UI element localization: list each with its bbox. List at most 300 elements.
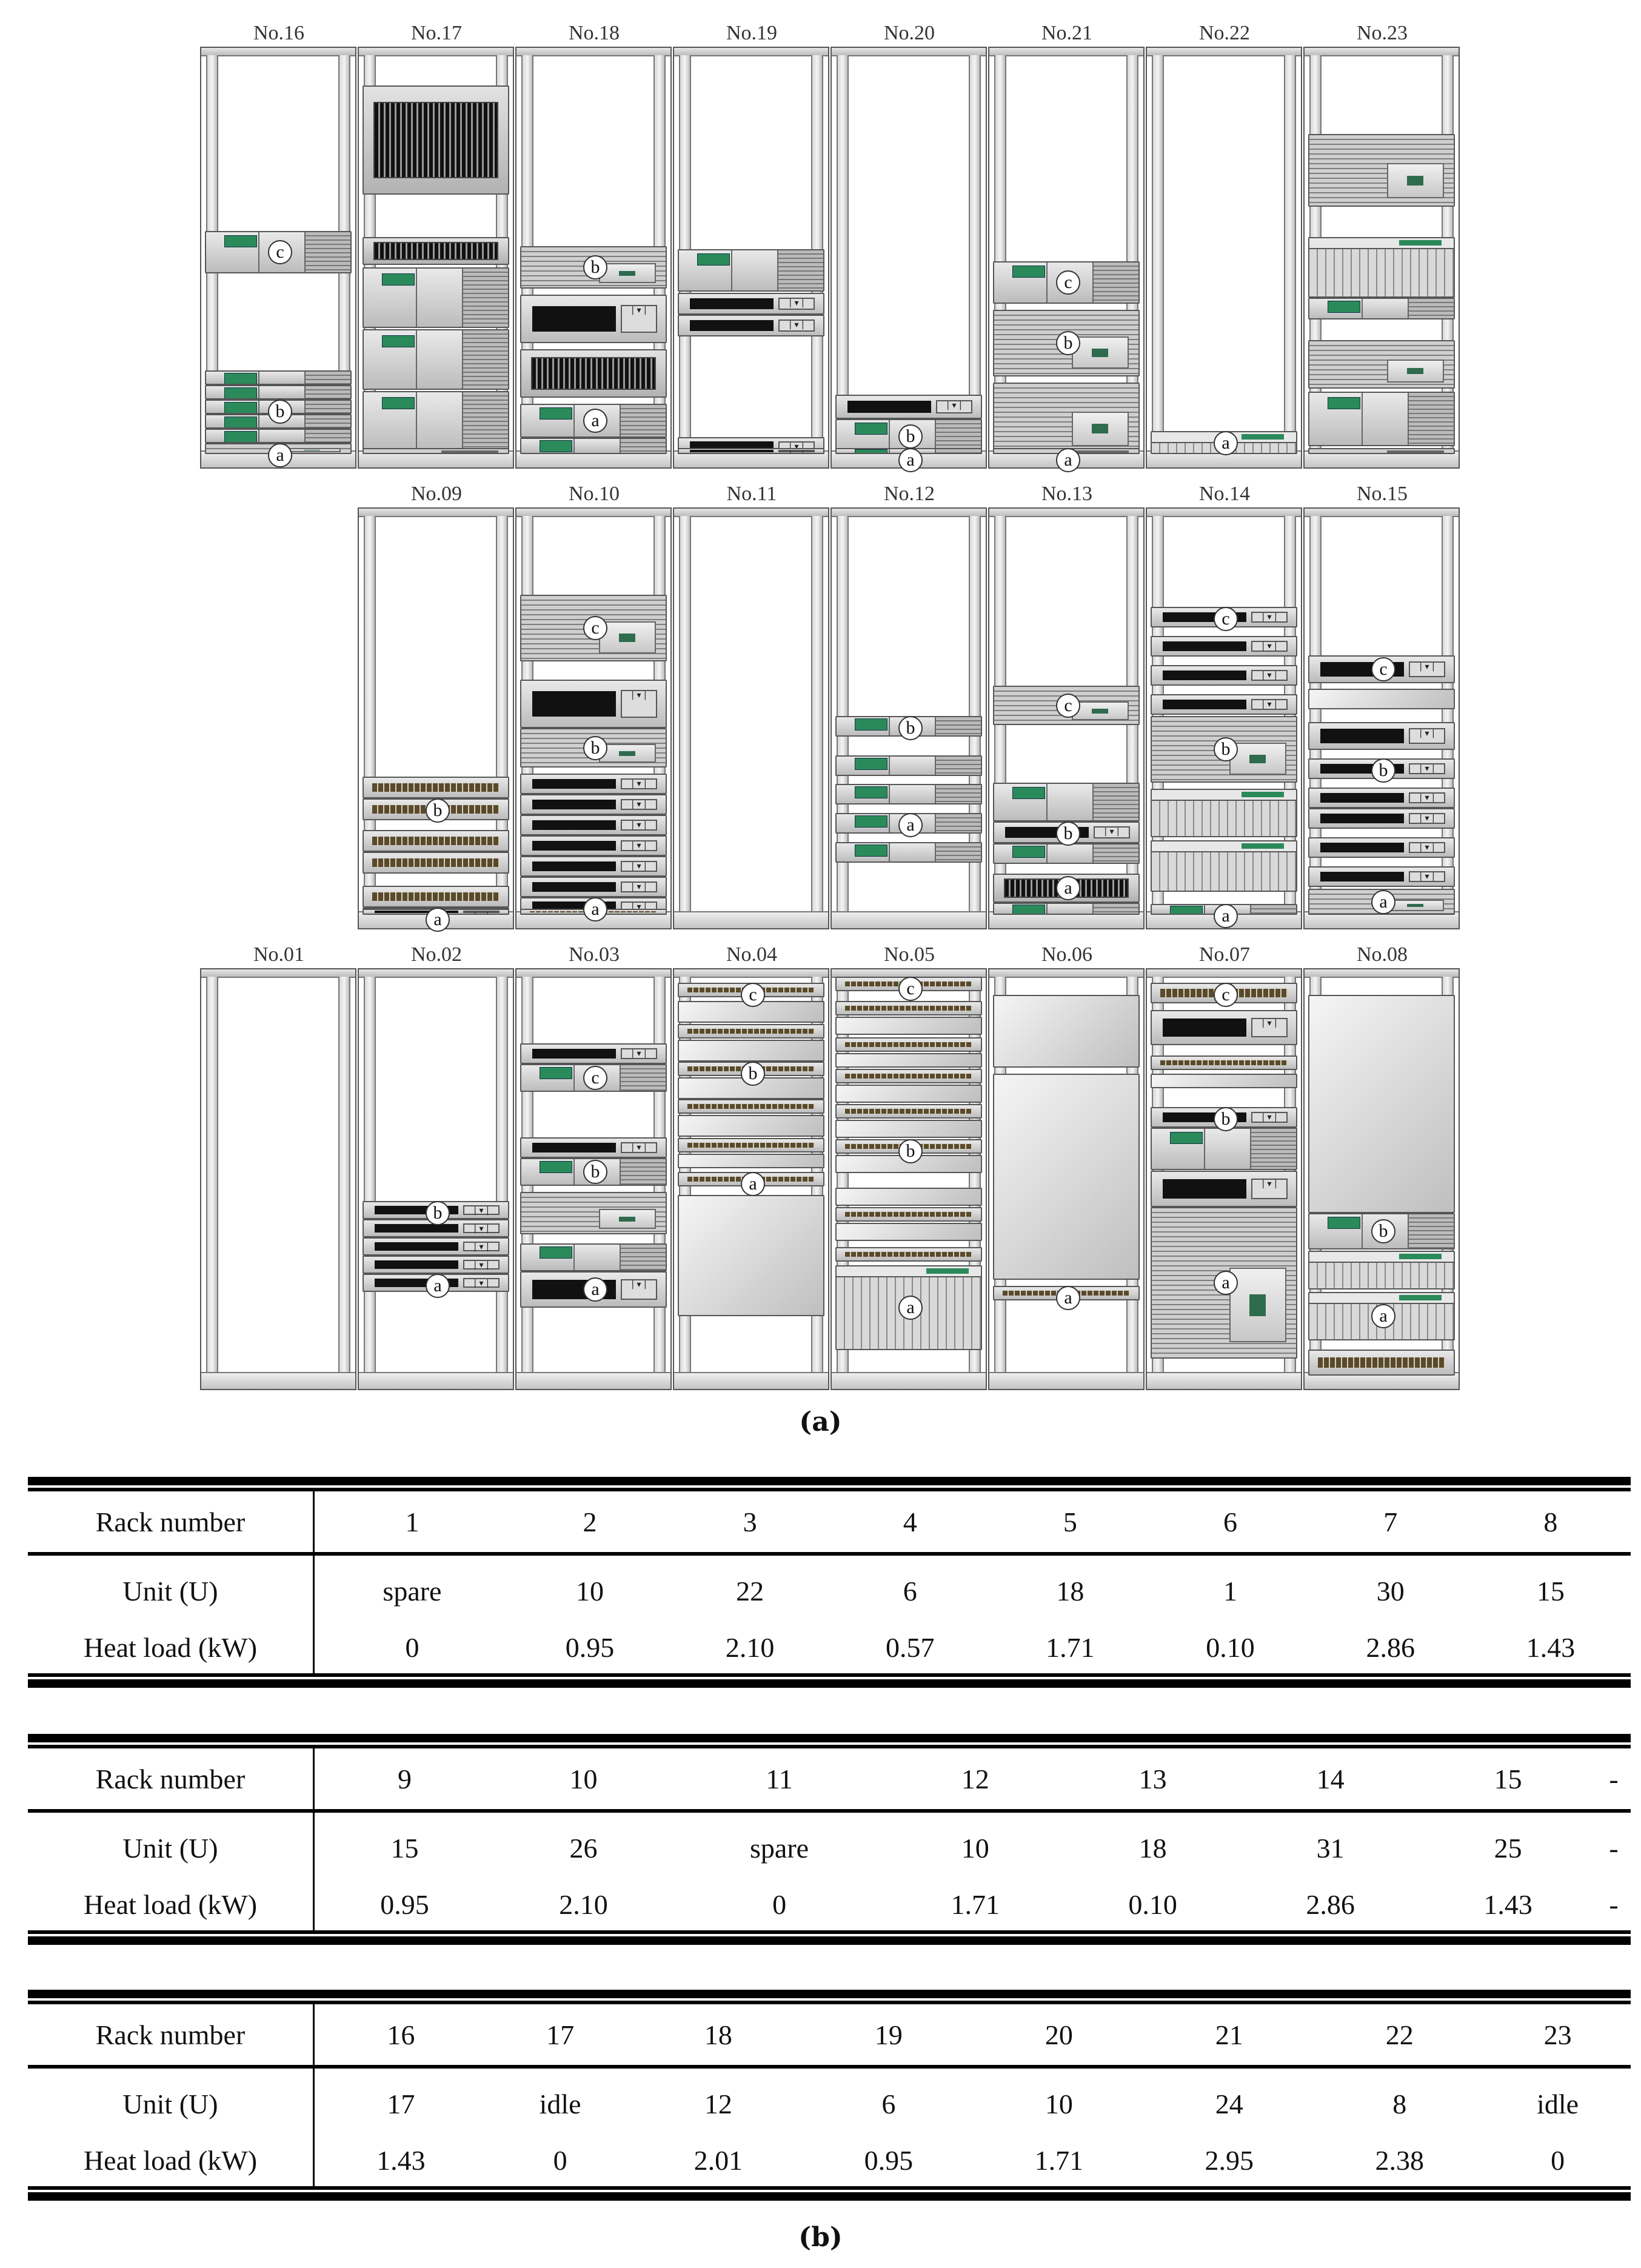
equipment-psu xyxy=(520,1243,667,1271)
rack-13 xyxy=(988,482,1146,931)
row-header: Unit (U) xyxy=(28,1554,314,1621)
cell: 15 xyxy=(390,1832,419,1864)
equipment-blank xyxy=(678,1154,824,1168)
cell: 10 xyxy=(495,1748,672,1811)
equipment-blank xyxy=(835,1085,982,1103)
equipment-blank xyxy=(993,1074,1140,1280)
equipment-switch xyxy=(835,1207,982,1222)
position-tag-b: b xyxy=(1056,331,1080,355)
equipment-dark xyxy=(1308,837,1455,858)
position-tag-c: c xyxy=(1214,983,1238,1007)
cell: 0 xyxy=(553,2144,567,2176)
position-tag-a: a xyxy=(583,409,607,433)
cell: 0.10 xyxy=(1128,1888,1177,1920)
cell: 18 xyxy=(1138,1832,1167,1864)
rack-table-3 xyxy=(28,1990,1631,2201)
position-tag-c: c xyxy=(583,1066,607,1090)
position-tag-c: c xyxy=(898,977,923,1001)
rack-16 xyxy=(200,21,358,470)
position-tag-b: b xyxy=(1214,1107,1238,1131)
position-tag-a: a xyxy=(583,897,607,922)
equipment-psu xyxy=(1151,1128,1297,1170)
equipment-chassis xyxy=(1308,237,1455,298)
cell: 0 xyxy=(405,1631,419,1663)
rack-label: No.07 xyxy=(1198,943,1251,966)
rack-label: No.19 xyxy=(726,22,778,44)
equipment-dark xyxy=(1151,1171,1297,1207)
rack-frame xyxy=(358,968,514,1390)
equipment-blank xyxy=(1151,1074,1297,1088)
rack-label: No.03 xyxy=(568,943,620,966)
equipment-grille xyxy=(363,448,509,454)
position-tag-a: a xyxy=(1214,1271,1238,1295)
rack-label: No.01 xyxy=(253,943,305,966)
cell: 1.71 xyxy=(951,1888,1000,1920)
equipment-grille xyxy=(993,383,1140,454)
equipment-switch xyxy=(678,1024,824,1039)
table-row-unit xyxy=(28,1554,1631,1621)
rack-14 xyxy=(1146,482,1303,931)
position-tag-b: b xyxy=(898,1139,923,1163)
position-tag-a: a xyxy=(741,1172,765,1196)
cell: 1.43 xyxy=(1483,1888,1532,1920)
equipment-switch xyxy=(363,886,509,908)
equipment-switch xyxy=(363,852,509,874)
cell: 1 xyxy=(314,1491,510,1554)
cell: idle xyxy=(1537,2088,1579,2119)
rack-03 xyxy=(515,943,673,1391)
cell: 1.43 xyxy=(1526,1631,1576,1663)
cell: 19 xyxy=(803,2004,974,2067)
equipment-grille xyxy=(520,1192,667,1234)
rack-label: No.11 xyxy=(726,483,777,505)
cell: - xyxy=(1597,1748,1631,1811)
rack-label: No.14 xyxy=(1198,483,1251,505)
cell: 30 xyxy=(1376,1575,1405,1607)
cell: 2.95 xyxy=(1205,2144,1254,2176)
cell: 8 xyxy=(1392,2088,1407,2119)
equipment-psu xyxy=(205,370,352,385)
equipment-switch xyxy=(835,1247,982,1262)
position-tag-c: c xyxy=(1214,607,1238,631)
equipment-dark xyxy=(1308,722,1455,750)
cell: 11 xyxy=(672,1748,886,1811)
position-tag-b: b xyxy=(426,1201,450,1225)
table-row-rack-number xyxy=(28,1491,1631,1554)
cell: 2.01 xyxy=(693,2144,743,2176)
equipment-grille xyxy=(1308,340,1455,389)
rack-18 xyxy=(515,21,673,470)
equipment-dark xyxy=(1151,665,1297,686)
table-row-rack-number xyxy=(28,2004,1631,2067)
rack-label: No.18 xyxy=(568,22,620,44)
cell: 2.38 xyxy=(1375,2144,1424,2176)
cell: 10 xyxy=(1044,2088,1073,2119)
rack-label: No.16 xyxy=(253,22,305,44)
equipment-psu xyxy=(205,429,352,443)
row-header: Unit (U) xyxy=(28,2067,314,2134)
equipment-disk xyxy=(363,237,509,265)
middle-row xyxy=(358,482,1461,931)
table-bottom-rule xyxy=(28,1936,1631,1945)
cell: 13 xyxy=(1064,1748,1242,1811)
rack-frame xyxy=(1303,968,1460,1390)
cell: 1.71 xyxy=(1034,2144,1084,2176)
rack-label: No.08 xyxy=(1356,943,1408,966)
cell: 15 xyxy=(1419,1748,1597,1811)
rack-frame xyxy=(515,507,672,929)
equipment-chassis xyxy=(1308,1251,1455,1290)
equipment-switch xyxy=(678,1138,824,1152)
rack-label: No.15 xyxy=(1356,483,1408,505)
rack-20 xyxy=(831,21,988,470)
equipment-dark xyxy=(678,315,824,336)
table-row-unit xyxy=(28,1811,1631,1878)
rack-23 xyxy=(1303,21,1461,470)
position-tag-b: b xyxy=(741,1062,765,1086)
rack-table-1 xyxy=(28,1477,1631,1688)
equipment-psu xyxy=(1308,298,1455,319)
caption-a: (a) xyxy=(799,1407,842,1437)
cell: spare xyxy=(383,1575,442,1607)
position-tag-a: a xyxy=(268,443,292,467)
equipment-psu xyxy=(835,842,982,863)
rack-label: No.22 xyxy=(1198,22,1251,44)
cell: 0.95 xyxy=(864,2144,914,2176)
row-header: Rack number xyxy=(28,1491,314,1554)
rack-10 xyxy=(515,482,673,931)
equipment-dark xyxy=(1308,788,1455,808)
rack-06 xyxy=(988,943,1146,1391)
position-tag-a: a xyxy=(1056,876,1080,900)
cell: 10 xyxy=(575,1575,604,1607)
row-header: Heat load (kW) xyxy=(28,1878,314,1930)
row-header: Rack number xyxy=(28,2004,314,2067)
equipment-psu xyxy=(363,329,509,390)
position-tag-b: b xyxy=(268,400,292,424)
cell: idle xyxy=(539,2088,581,2119)
cell: 17 xyxy=(387,2088,415,2119)
equipment-dark xyxy=(520,680,667,728)
equipment-dark xyxy=(363,1256,509,1274)
cell: 12 xyxy=(704,2088,732,2119)
equipment-blank xyxy=(678,1115,824,1137)
position-tag-b: b xyxy=(1056,821,1080,846)
cell: 1.71 xyxy=(1046,1631,1095,1663)
rack-label: No.20 xyxy=(883,22,935,44)
position-tag-a: a xyxy=(426,1274,450,1298)
rack-label: No.13 xyxy=(1041,483,1093,505)
cell: 18 xyxy=(633,2004,803,2067)
position-tag-a: a xyxy=(898,813,923,837)
equipment-chassis xyxy=(1151,789,1297,837)
equipment-blank xyxy=(835,1223,982,1241)
equipment-psu xyxy=(678,249,824,292)
equipment-dark xyxy=(520,856,667,877)
equipment-psu xyxy=(363,267,509,328)
position-tag-b: b xyxy=(898,716,923,740)
cell: 17 xyxy=(487,2004,633,2067)
position-tag-c: c xyxy=(1056,270,1080,295)
rack-frame xyxy=(988,968,1145,1390)
rack-label: No.05 xyxy=(883,943,935,966)
table-bottom-rule xyxy=(28,2192,1631,2201)
cell: 22 xyxy=(1314,2004,1485,2067)
cell: 0.95 xyxy=(565,1631,615,1663)
equipment-psu xyxy=(835,784,982,805)
equipment-psu xyxy=(1308,392,1455,446)
rack-frame xyxy=(1303,507,1460,929)
cell: 6 xyxy=(881,2088,896,2119)
rack-22 xyxy=(1146,21,1303,470)
rack-09 xyxy=(358,482,515,931)
rack-label: No.09 xyxy=(410,483,463,505)
rack-04 xyxy=(673,943,831,1391)
equipment-switch xyxy=(835,1037,982,1052)
rack-frame xyxy=(515,47,672,469)
rack-frame xyxy=(1303,47,1460,469)
position-tag-b: b xyxy=(1371,1219,1395,1243)
cell: 31 xyxy=(1316,1832,1345,1864)
equipment-psu xyxy=(520,438,667,454)
equipment-blank xyxy=(1308,995,1455,1213)
cell: 18 xyxy=(1056,1575,1085,1607)
equipment-psu xyxy=(993,903,1140,915)
cell: 21 xyxy=(1144,2004,1314,2067)
rack-label: No.12 xyxy=(883,483,935,505)
equipment-psu xyxy=(993,843,1140,864)
position-tag-a: a xyxy=(898,448,923,472)
equipment-blank xyxy=(835,1053,982,1068)
rack-label: No.02 xyxy=(410,943,463,966)
cell: 6 xyxy=(1150,1491,1310,1554)
cell: 2.86 xyxy=(1366,1631,1415,1663)
equipment-psu xyxy=(835,755,982,776)
rack-frame xyxy=(831,968,987,1390)
row-header: Heat load (kW) xyxy=(28,1621,314,1673)
cell: 25 xyxy=(1494,1832,1522,1864)
table-top-rule xyxy=(28,1990,1631,1998)
rack-07 xyxy=(1146,943,1303,1391)
cell: 3 xyxy=(670,1491,830,1554)
position-tag-b: b xyxy=(583,1160,607,1184)
rack-frame xyxy=(988,47,1145,469)
position-tag-b: b xyxy=(583,255,607,279)
rack-frame xyxy=(673,968,829,1390)
row-header: Rack number xyxy=(28,1748,314,1811)
caption-b: (b) xyxy=(798,2222,843,2253)
rack-01 xyxy=(200,943,358,1391)
equipment-blank xyxy=(993,995,1140,1068)
rack-frame xyxy=(831,47,987,469)
position-tag-c: c xyxy=(583,616,607,640)
cell: 1 xyxy=(1223,1575,1238,1607)
equipment-chassis xyxy=(1151,840,1297,892)
equipment-blank xyxy=(678,1040,824,1062)
position-tag-a: a xyxy=(1214,904,1238,928)
cell: 0 xyxy=(1551,2144,1565,2176)
equipment-dark xyxy=(1151,636,1297,657)
equipment-switch xyxy=(1308,1350,1455,1376)
equipment-dark xyxy=(520,774,667,794)
bottom-row xyxy=(200,943,1461,1391)
position-tag-a: a xyxy=(1056,448,1080,472)
cell: 0.57 xyxy=(886,1631,935,1663)
equipment-switch xyxy=(1151,1055,1297,1070)
equipment-dark xyxy=(1151,694,1297,715)
equipment-blank xyxy=(835,1120,982,1138)
equipment-dark xyxy=(1308,866,1455,887)
position-tag-b: b xyxy=(1371,758,1395,783)
equipment-blank xyxy=(835,1017,982,1035)
rack-table-2 xyxy=(28,1734,1631,1945)
cell: 8 xyxy=(1471,1491,1631,1554)
equipment-dark xyxy=(520,794,667,815)
position-tag-b: b xyxy=(583,736,607,760)
row-header: Unit (U) xyxy=(28,1811,314,1878)
rack-17 xyxy=(358,21,515,470)
cell: - xyxy=(1609,1888,1619,1920)
equipment-disk xyxy=(520,349,667,398)
rack-frame xyxy=(1146,47,1302,469)
cell: 4 xyxy=(830,1491,990,1554)
rack-frame xyxy=(673,47,829,469)
equipment-dark xyxy=(520,1137,667,1158)
position-tag-a: a xyxy=(898,1296,923,1320)
cell: 7 xyxy=(1311,1491,1471,1554)
cell: - xyxy=(1609,1832,1619,1864)
equipment-dark xyxy=(835,395,982,419)
cell: 26 xyxy=(569,1832,598,1864)
position-tag-a: a xyxy=(1371,1304,1395,1328)
rack-frame xyxy=(358,507,514,929)
equipment-switch xyxy=(363,830,509,852)
cell: 24 xyxy=(1215,2088,1243,2119)
top-row xyxy=(200,21,1461,470)
cell: 22 xyxy=(736,1575,764,1607)
table-row-heat-load xyxy=(28,1621,1631,1673)
equipment-dark xyxy=(1308,808,1455,829)
cell: 6 xyxy=(903,1575,917,1607)
equipment-dark xyxy=(520,835,667,856)
equipment-disk xyxy=(363,85,509,195)
cell: 12 xyxy=(886,1748,1064,1811)
table-row-unit xyxy=(28,2067,1631,2134)
cell: 20 xyxy=(974,2004,1144,2067)
cell: 2.10 xyxy=(725,1631,775,1663)
rack-label: No.04 xyxy=(726,943,778,966)
position-tag-a: a xyxy=(583,1277,607,1302)
rack-frame xyxy=(988,507,1145,929)
equipment-grille xyxy=(1308,448,1455,454)
cell: 16 xyxy=(314,2004,487,2067)
position-tag-b: b xyxy=(898,424,923,449)
rack-label: No.10 xyxy=(568,483,620,505)
equipment-dark xyxy=(363,1237,509,1256)
cell: 2.10 xyxy=(559,1888,608,1920)
cell: 0.10 xyxy=(1206,1631,1255,1663)
equipment-switch xyxy=(835,1104,982,1119)
rack-11 xyxy=(673,482,831,931)
cell: 10 xyxy=(961,1832,989,1864)
table-row-rack-number xyxy=(28,1748,1631,1811)
position-tag-c: c xyxy=(1056,694,1080,718)
position-tag-a: a xyxy=(1056,1286,1080,1310)
rack-frame xyxy=(200,968,356,1390)
rack-21 xyxy=(988,21,1146,470)
cell: 2.86 xyxy=(1306,1888,1355,1920)
rack-label: No.23 xyxy=(1356,22,1408,44)
cell: 5 xyxy=(990,1491,1150,1554)
rack-12 xyxy=(831,482,988,931)
equipment-dark xyxy=(1151,1010,1297,1045)
rack-19 xyxy=(673,21,831,470)
equipment-dark xyxy=(520,295,667,343)
position-tag-a: a xyxy=(1214,431,1238,455)
cell: 9 xyxy=(314,1748,495,1811)
equipment-dark xyxy=(520,815,667,835)
cell: 2 xyxy=(510,1491,670,1554)
row-header: Heat load (kW) xyxy=(28,2134,314,2186)
equipment-switch xyxy=(678,1099,824,1114)
cell: spare xyxy=(750,1832,809,1864)
rack-frame xyxy=(1146,968,1302,1390)
rack-frame xyxy=(1146,507,1302,929)
position-tag-a: a xyxy=(426,908,450,932)
equipment-psu xyxy=(205,385,352,400)
cell: 15 xyxy=(1536,1575,1565,1607)
equipment-dark xyxy=(520,877,667,897)
table-top-rule xyxy=(28,1734,1631,1742)
equipment-switch xyxy=(835,1069,982,1083)
rack-05 xyxy=(831,943,988,1391)
rack-label: No.17 xyxy=(410,22,463,44)
position-tag-c: c xyxy=(1371,657,1395,681)
equipment-psu xyxy=(363,391,509,452)
rack-08 xyxy=(1303,943,1461,1391)
table-row-heat-load xyxy=(28,1878,1631,1930)
rack-frame xyxy=(831,507,987,929)
rack-frame xyxy=(515,968,672,1390)
equipment-psu xyxy=(993,783,1140,821)
position-tag-c: c xyxy=(741,983,765,1007)
cell: 23 xyxy=(1485,2004,1631,2067)
cell: 1.43 xyxy=(376,2144,426,2176)
table-bottom-rule xyxy=(28,1679,1631,1688)
rack-frame xyxy=(358,47,514,469)
equipment-blank xyxy=(835,1188,982,1206)
position-tag-b: b xyxy=(426,798,450,823)
cell: 0.95 xyxy=(380,1888,429,1920)
table-top-rule xyxy=(28,1477,1631,1485)
position-tag-a: a xyxy=(1371,890,1395,914)
equipment-blank xyxy=(1308,689,1455,709)
rack-15 xyxy=(1303,482,1461,931)
equipment-dark xyxy=(678,293,824,315)
cell: 14 xyxy=(1242,1748,1419,1811)
equipment-blank xyxy=(678,1195,824,1316)
position-tag-b: b xyxy=(1214,737,1238,761)
cell: 0 xyxy=(772,1888,787,1920)
equipment-switch xyxy=(835,1001,982,1015)
equipment-dark xyxy=(678,448,824,454)
position-tag-c: c xyxy=(268,240,292,264)
rack-frame xyxy=(200,47,356,469)
rack-02 xyxy=(358,943,515,1391)
rack-label: No.06 xyxy=(1041,943,1093,966)
equipment-grille xyxy=(1308,134,1455,207)
equipment-switch xyxy=(363,777,509,798)
